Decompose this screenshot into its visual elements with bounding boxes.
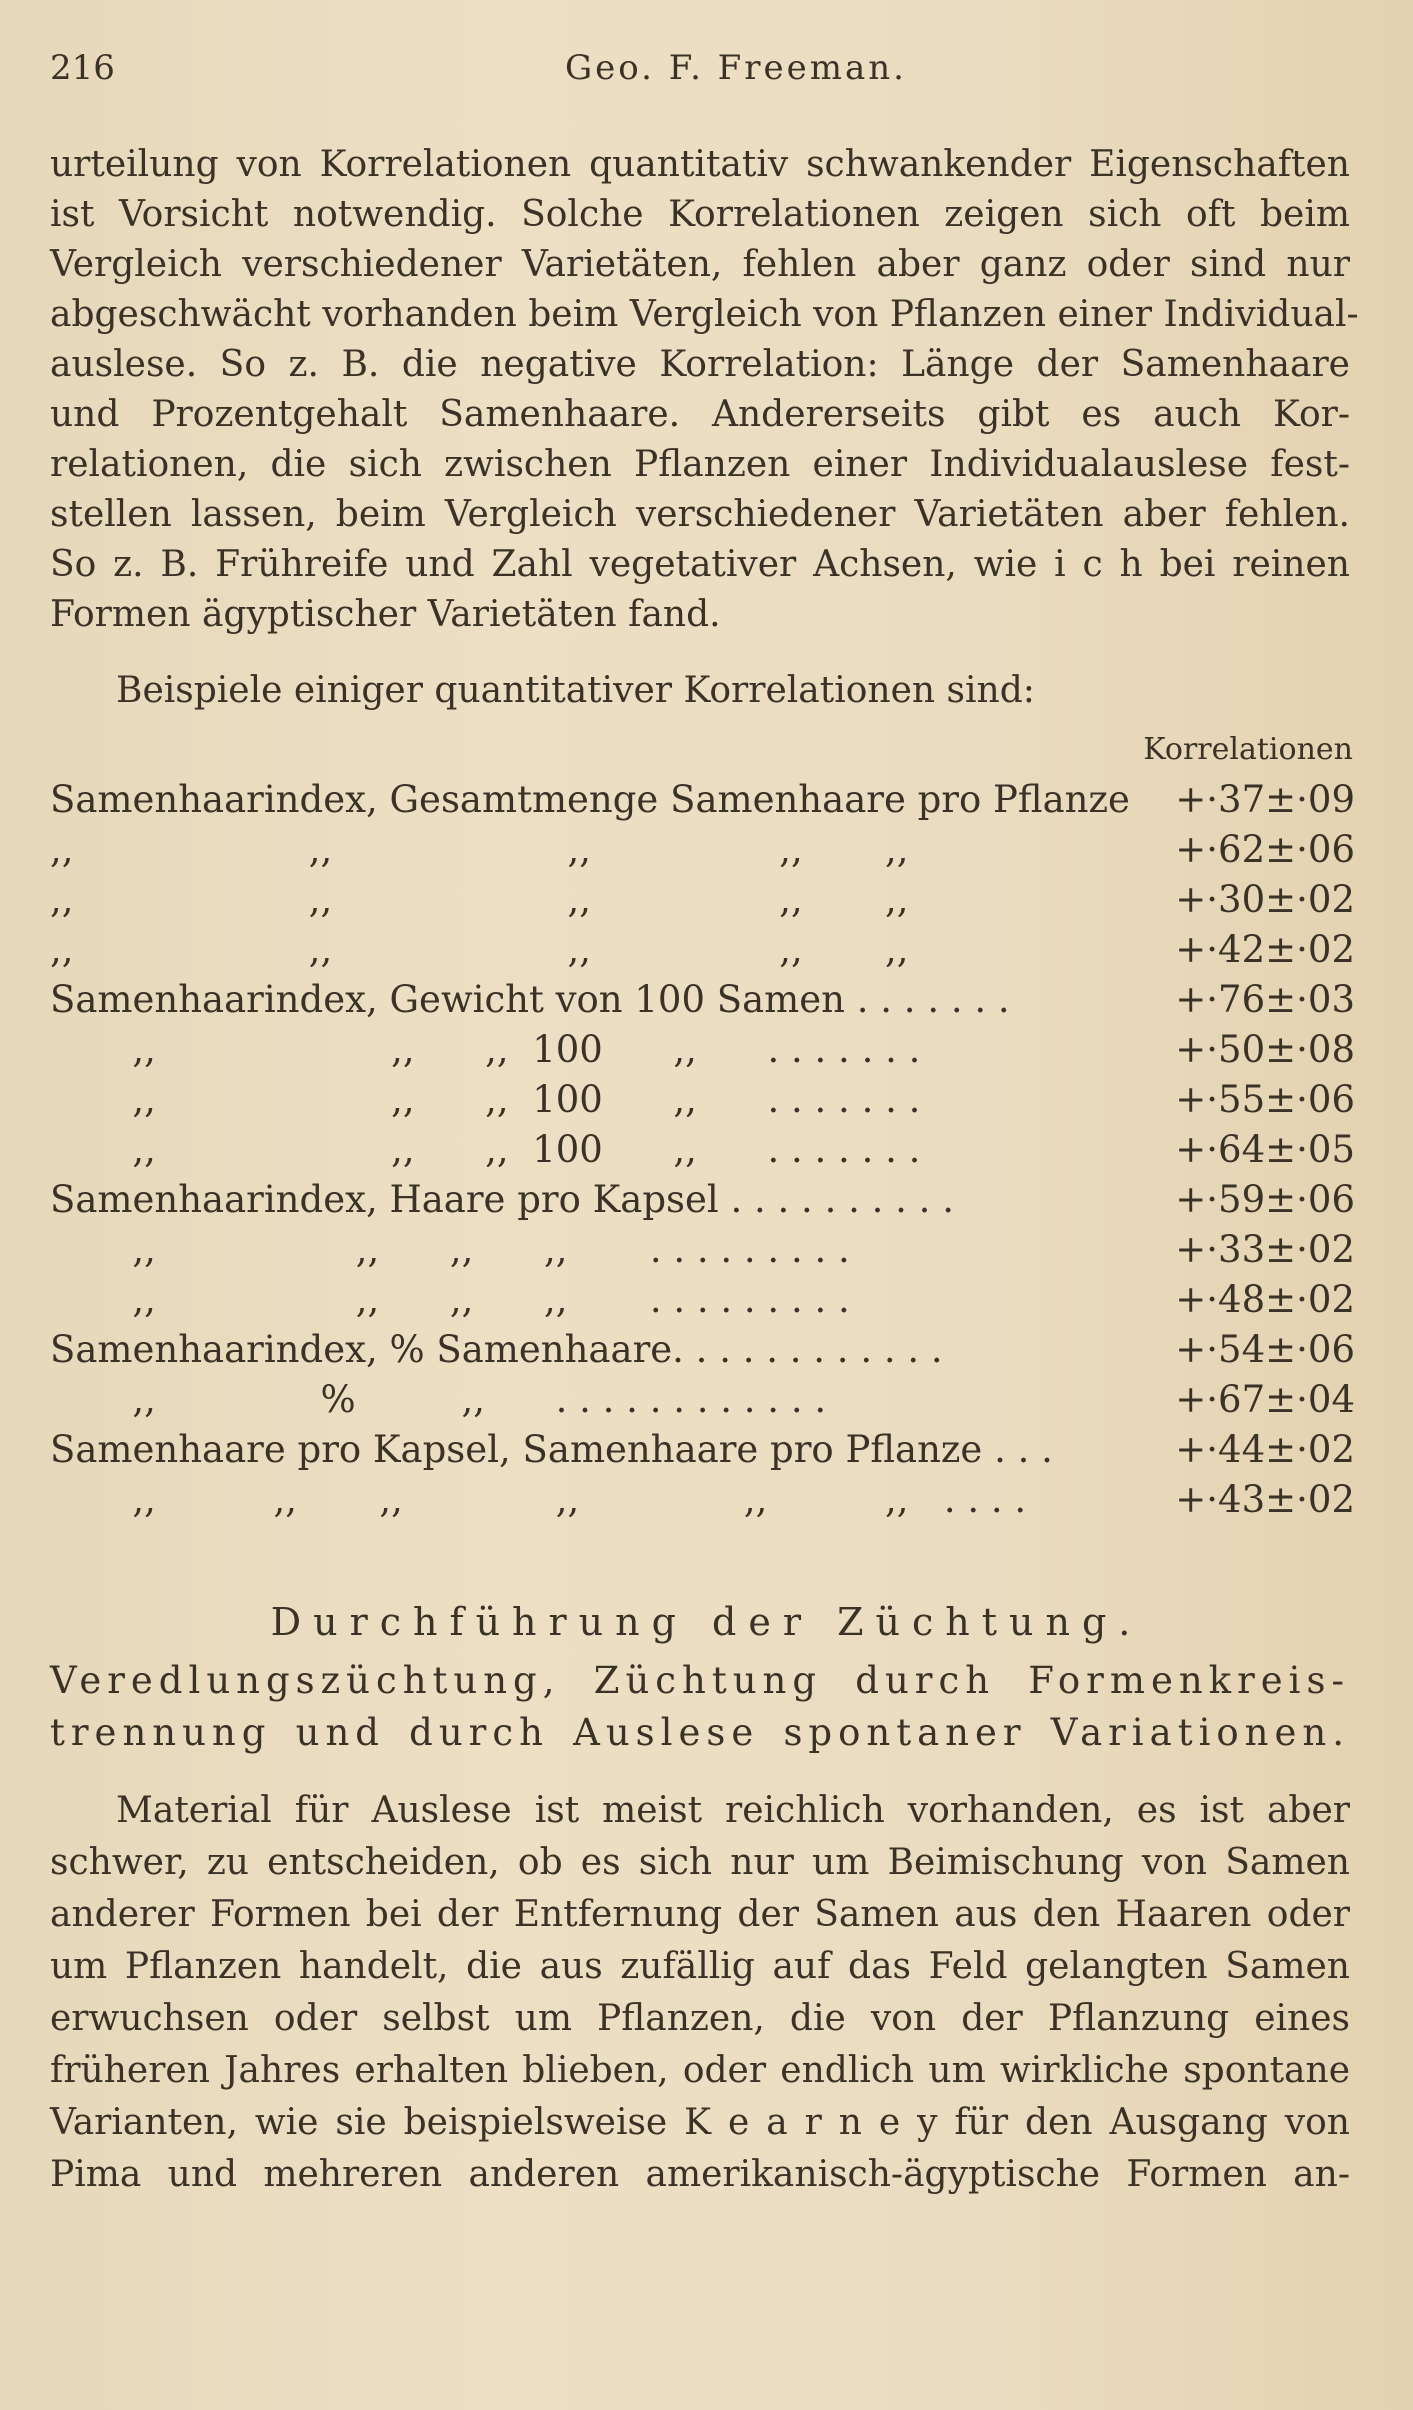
correlation-row — [50, 1175, 1355, 1225]
correlation-value: +·30±·02 — [1175, 878, 1355, 921]
correlation-value: +·50±·08 — [1175, 1028, 1355, 1071]
correlation-label: Samenhaarindex, Gewicht von 100 Samen . . . . . . . — [50, 978, 1010, 1021]
section-heading: Durchführung der Züchtung. — [270, 1600, 1143, 1644]
correlation-label: ,, ,, ,, ,, ,, ,, . . . . — [50, 1478, 1027, 1521]
text-line: Material für Auslese ist meist reichlich vorhanden, es ist aber — [116, 1790, 1350, 1831]
correlation-value: +·43±·02 — [1175, 1478, 1355, 1521]
correlation-value: +·42±·02 — [1175, 928, 1355, 971]
correlation-value: +·55±·06 — [1175, 1078, 1355, 1121]
subheading-line: trennung und durch Auslese spontaner Variationen. — [50, 1711, 1350, 1754]
text-line: Pima und mehreren anderen amerikanisch-ägyptische Formen an- — [50, 2154, 1350, 2195]
column-header: Korrelationen — [1143, 732, 1353, 767]
text-line: auslese. So z. B. die negative Korrelation: Länge der Samenhaare — [50, 344, 1350, 385]
correlation-row — [50, 1325, 1355, 1375]
correlation-label: ,, ,, ,, 100 ,, . . . . . . . — [50, 1128, 921, 1171]
correlation-label: ,, ,, ,, ,, . . . . . . . . . — [50, 1228, 850, 1271]
correlation-value: +·44±·02 — [1175, 1428, 1355, 1471]
page-header — [50, 48, 1353, 98]
correlation-row — [50, 1125, 1355, 1175]
correlation-row — [50, 925, 1355, 975]
correlation-label: ,, ,, ,, ,, ,, — [50, 878, 909, 921]
text-line: relationen, die sich zwischen Pflanzen einer Individualauslese fest- — [50, 444, 1350, 485]
correlation-value: +·54±·06 — [1175, 1328, 1355, 1371]
text-line: ist Vorsicht notwendig. Solche Korrelationen zeigen sich oft beim — [50, 194, 1350, 235]
page-number: 216 — [50, 48, 115, 88]
correlation-row — [50, 1225, 1355, 1275]
text-line: So z. B. Frühreife und Zahl vegetativer Achsen, wie i c h bei reinen — [50, 544, 1350, 585]
correlation-row — [50, 1075, 1355, 1125]
intro-paragraph — [50, 140, 1359, 640]
correlation-row — [50, 1375, 1355, 1425]
correlation-label: Samenhaare pro Kapsel, Samenhaare pro Pflanze . . . — [50, 1428, 1053, 1471]
text-line: anderer Formen bei der Entfernung der Samen aus den Haaren oder — [50, 1894, 1350, 1935]
correlation-label: ,, ,, ,, ,, . . . . . . . . . — [50, 1278, 850, 1321]
examples-lead: Beispiele einiger quantitativer Korrelationen sind: — [116, 670, 1035, 711]
text-line: und Prozentgehalt Samenhaare. Andererseits gibt es auch Kor- — [50, 394, 1350, 435]
text-line: Formen ägyptischer Varietäten fand. — [50, 594, 721, 635]
correlation-row — [50, 975, 1355, 1025]
subheading-line: Veredlungszüchtung, Züchtung durch Formenkreis- — [50, 1659, 1350, 1702]
body-paragraph — [50, 1785, 1350, 2201]
correlation-value: +·62±·06 — [1175, 828, 1355, 871]
correlation-row — [50, 1425, 1355, 1475]
correlation-label: ,, ,, ,, ,, ,, — [50, 828, 909, 871]
correlation-row — [50, 1025, 1355, 1075]
correlation-row — [50, 775, 1355, 825]
correlation-value: +·48±·02 — [1175, 1278, 1355, 1321]
text-line: um Pflanzen handelt, die aus zufällig auf das Feld gelangten Samen — [50, 1946, 1350, 1987]
text-line: früheren Jahres erhalten blieben, oder endlich um wirkliche spontane — [50, 2050, 1350, 2091]
text-line: stellen lassen, beim Vergleich verschiedener Varietäten aber fehlen. — [50, 494, 1350, 535]
correlation-table — [50, 775, 1355, 1525]
text-line: abgeschwächt vorhanden beim Vergleich von Pflanzen einer Individual- — [50, 294, 1359, 335]
subheading — [50, 1655, 1350, 1759]
correlation-row — [50, 825, 1355, 875]
correlation-label: ,, ,, ,, ,, ,, — [50, 928, 909, 971]
correlation-value: +·64±·05 — [1175, 1128, 1355, 1171]
correlation-label: ,, % ,, . . . . . . . . . . . . — [50, 1378, 827, 1421]
correlation-label: Samenhaarindex, % Samenhaare. . . . . . . . . . . . — [50, 1328, 943, 1371]
correlation-value: +·33±·02 — [1175, 1228, 1355, 1271]
correlation-value: +·59±·06 — [1175, 1178, 1355, 1221]
text-line: Vergleich verschiedener Varietäten, fehlen aber ganz oder sind nur — [50, 244, 1350, 285]
correlation-row — [50, 1475, 1355, 1525]
text-line: urteilung von Korrelationen quantitativ schwankender Eigenschaften — [50, 144, 1350, 185]
correlation-value: +·76±·03 — [1175, 978, 1355, 1021]
correlation-label: Samenhaarindex, Gesamtmenge Samenhaare pro Pflanze — [50, 778, 1130, 821]
text-line: erwuchsen oder selbst um Pflanzen, die von der Pflanzung eines — [50, 1998, 1350, 2039]
text-line: schwer, zu entscheiden, ob es sich nur um Beimischung von Samen — [50, 1842, 1350, 1883]
correlation-value: +·67±·04 — [1175, 1378, 1355, 1421]
correlation-row — [50, 1275, 1355, 1325]
running-head: Geo. F. Freeman. — [565, 48, 907, 88]
correlation-value: +·37±·09 — [1175, 778, 1355, 821]
correlation-label: ,, ,, ,, 100 ,, . . . . . . . — [50, 1078, 921, 1121]
text-line: Varianten, wie sie beispielsweise K e a r n e y für den Ausgang von — [50, 2102, 1350, 2143]
correlation-label: ,, ,, ,, 100 ,, . . . . . . . — [50, 1028, 921, 1071]
correlation-label: Samenhaarindex, Haare pro Kapsel . . . . . . . . . . — [50, 1178, 954, 1221]
correlation-row — [50, 875, 1355, 925]
